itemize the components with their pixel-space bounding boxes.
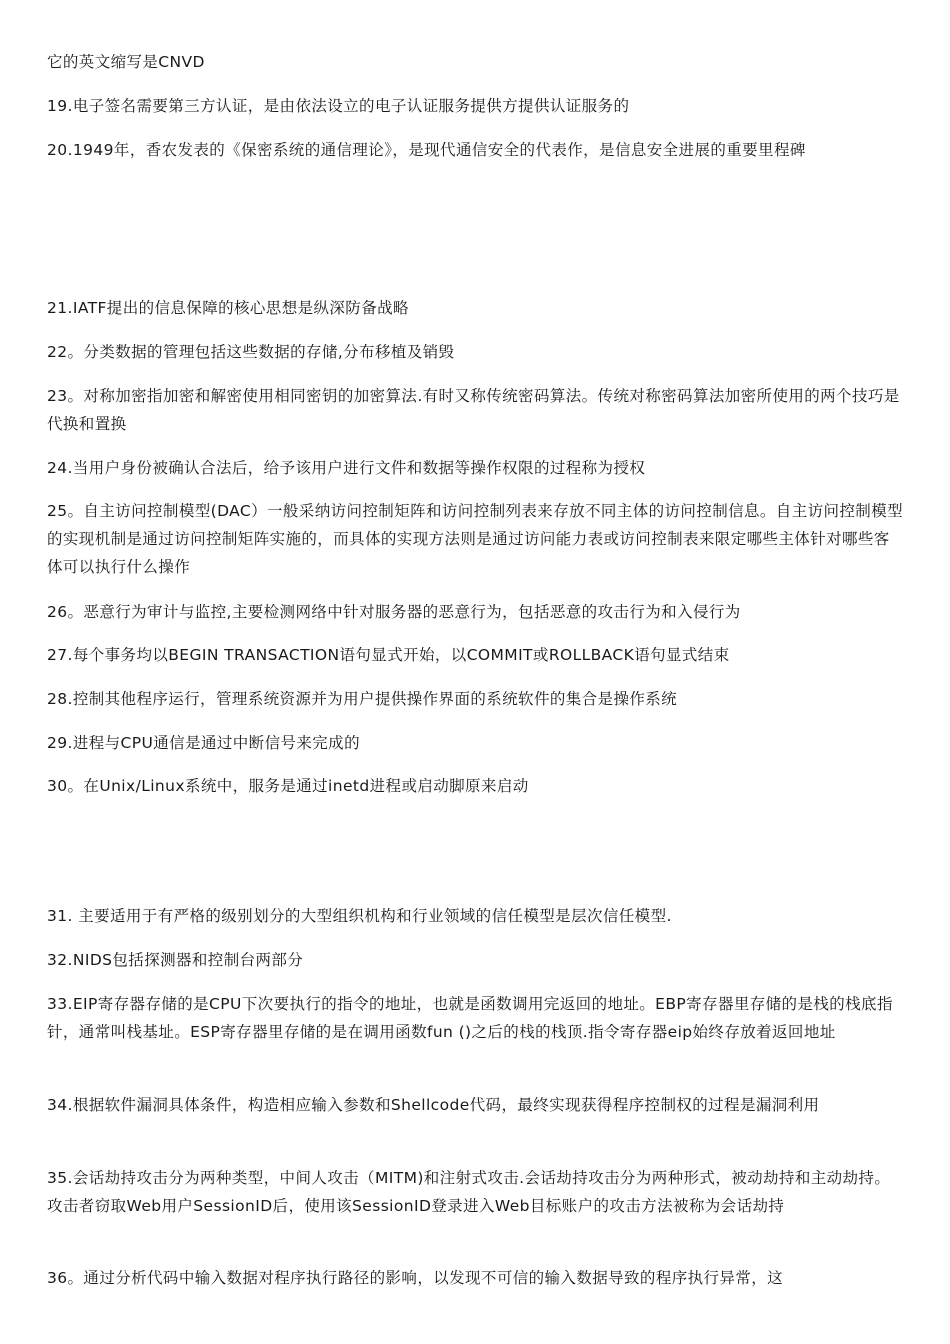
- paragraph-33: 33.EIP寄存器存储的是CPU下次要执行的指令的地址，也就是函数调用完返回的地址。EBP寄存器里存储的是栈的栈底指针，通常叫栈基址。ESP寄存器里存储的是在调用函数fun ()之后的栈的栈顶.指令寄存器eip始终存放着返回地址: [47, 995, 893, 1041]
- paragraph-cnvd-abbreviation: 它的英文缩写是CNVD: [47, 53, 205, 71]
- paragraph-32: 32.NIDS包括探测器和控制台两部分: [47, 951, 304, 969]
- paragraph-30: 30。在Unix/Linux系统中，服务是通过inetd进程或启动脚原来启动: [47, 777, 529, 795]
- paragraph-20: 20.1949年，香农发表的《保密系统的通信理论》，是现代通信安全的代表作，是信息安全进展的重要里程碑: [47, 141, 806, 159]
- paragraph-24: 24.当用户身份被确认合法后，给予该用户进行文件和数据等操作权限的过程称为授权: [47, 459, 646, 477]
- paragraph-19: 19.电子签名需要第三方认证，是由依法设立的电子认证服务提供方提供认证服务的: [47, 97, 630, 115]
- paragraph-36: 36。通过分析代码中输入数据对程序执行路径的影响，以发现不可信的输入数据导致的程序执行异常，这: [47, 1269, 784, 1287]
- paragraph-35: 35.会话劫持攻击分为两种类型，中间人攻击（MITM)和注射式攻击.会话劫持攻击分为两种形式，被动劫持和主动劫持。攻击者窃取Web用户SessionID后，使用该SessionID登录进入Web目标账户的攻击方法被称为会话劫持: [47, 1169, 891, 1215]
- paragraph-27: 27.每个事务均以BEGIN TRANSACTION语句显式开始，以COMMIT或ROLLBACK语句显式结束: [47, 646, 730, 664]
- paragraph-31: 31. 主要适用于有严格的级别划分的大型组织机构和行业领域的信任模型是层次信任模型.: [47, 907, 672, 925]
- paragraph-28: 28.控制其他程序运行，管理系统资源并为用户提供操作界面的系统软件的集合是操作系统: [47, 690, 678, 708]
- paragraph-22: 22。分类数据的管理包括这些数据的存储,分布移植及销毁: [47, 343, 455, 361]
- paragraph-29: 29.进程与CPU通信是通过中断信号来完成的: [47, 734, 360, 752]
- paragraph-26: 26。恶意行为审计与监控,主要检测网络中针对服务器的恶意行为，包括恶意的攻击行为和入侵行为: [47, 603, 741, 621]
- paragraph-34: 34.根据软件漏洞具体条件，构造相应输入参数和Shellcode代码，最终实现获得程序控制权的过程是漏洞利用: [47, 1096, 820, 1114]
- paragraph-23: 23。对称加密指加密和解密使用相同密钥的加密算法.有时又称传统密码算法。传统对称密码算法加密所使用的两个技巧是代换和置换: [47, 387, 900, 433]
- paragraph-21: 21.IATF提出的信息保障的核心思想是纵深防备战略: [47, 299, 409, 317]
- paragraph-25: 25。自主访问控制模型(DAC）一般采纳访问控制矩阵和访问控制列表来存放不同主体的访问控制信息。自主访问控制模型的实现机制是通过访问控制矩阵实施的，而具体的实现方法则是通过访问能力表或访问控制表来限定哪些主体针对哪些客体可以执行什么操作: [47, 502, 903, 576]
